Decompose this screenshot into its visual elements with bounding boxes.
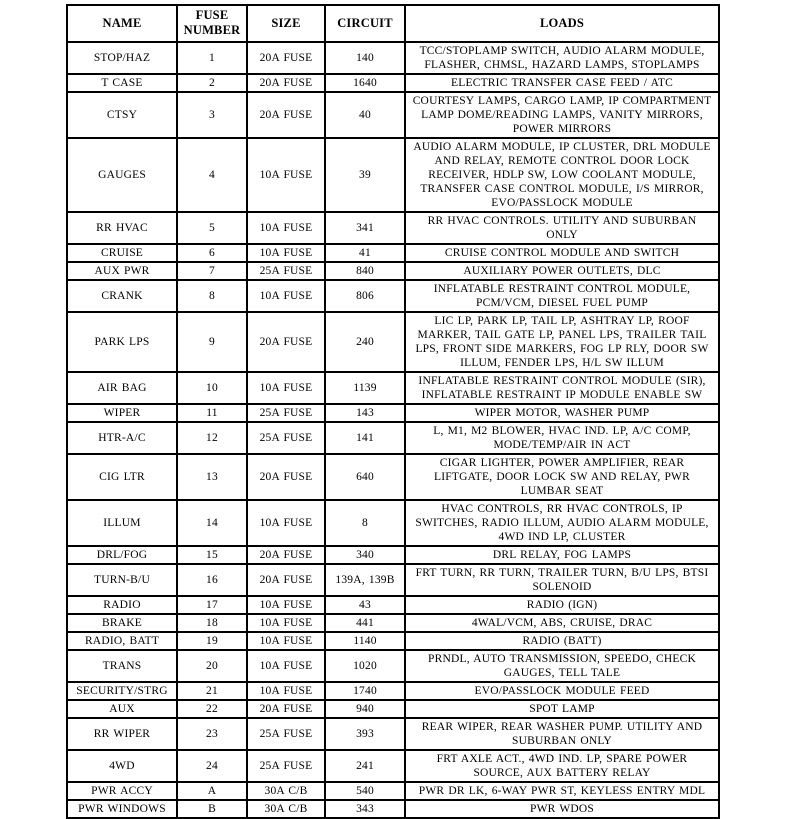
cell-fuse: 22 <box>177 700 247 718</box>
table-row <box>67 700 719 718</box>
table-row <box>67 750 719 782</box>
cell-circuit: 43 <box>325 596 405 614</box>
column-header-size: SIZE <box>247 5 325 42</box>
cell-loads: RADIO (BATT) <box>405 632 719 650</box>
cell-name: 4WD <box>67 750 177 782</box>
cell-circuit: 640 <box>325 454 405 500</box>
cell-loads: COURTESY LAMPS, CARGO LAMP, IP COMPARTMENT LAMP DOME/READING LAMPS, VANITY MIRRORS, POWER MIRRORS <box>405 92 719 138</box>
table-row <box>67 244 719 262</box>
table-row <box>67 404 719 422</box>
fuse-table-body <box>67 42 719 819</box>
cell-fuse: 23 <box>177 718 247 750</box>
cell-name: SECURITY/STRG <box>67 682 177 700</box>
cell-loads: FRT AXLE ACT., 4WD IND. LP, SPARE POWER SOURCE, AUX BATTERY RELAY <box>405 750 719 782</box>
cell-name: DRL/FOG <box>67 546 177 564</box>
cell-size: 20A FUSE <box>247 42 325 74</box>
cell-size: 10A FUSE <box>247 500 325 546</box>
cell-fuse: 15 <box>177 546 247 564</box>
cell-loads: RR HVAC CONTROLS. UTILITY AND SUBURBAN ONLY <box>405 212 719 244</box>
cell-size: 20A FUSE <box>247 312 325 372</box>
cell-circuit: 1020 <box>325 650 405 682</box>
cell-fuse: 5 <box>177 212 247 244</box>
cell-fuse: 20 <box>177 650 247 682</box>
cell-fuse: 12 <box>177 422 247 454</box>
cell-fuse: 16 <box>177 564 247 596</box>
cell-size: 25A FUSE <box>247 750 325 782</box>
cell-loads: PWR WDOS <box>405 800 719 818</box>
cell-name: GAUGES <box>67 138 177 212</box>
table-row <box>67 782 719 800</box>
cell-circuit: 441 <box>325 614 405 632</box>
table-row <box>67 312 719 372</box>
cell-name: WIPER <box>67 404 177 422</box>
cell-fuse: A <box>177 782 247 800</box>
cell-size: 10A FUSE <box>247 632 325 650</box>
cell-name: CIG LTR <box>67 454 177 500</box>
cell-size: 20A FUSE <box>247 564 325 596</box>
cell-fuse: 17 <box>177 596 247 614</box>
table-row <box>67 280 719 312</box>
cell-size: 10A FUSE <box>247 614 325 632</box>
cell-loads: FRT TURN, RR TURN, TRAILER TURN, B/U LPS, BTSI SOLENOID <box>405 564 719 596</box>
cell-size: 10A FUSE <box>247 244 325 262</box>
cell-name: TURN-B/U <box>67 564 177 596</box>
cell-name: CTSY <box>67 92 177 138</box>
table-row <box>67 212 719 244</box>
column-header-fuse: FUSE NUMBER <box>177 5 247 42</box>
header-row <box>67 5 719 42</box>
cell-circuit: 39 <box>325 138 405 212</box>
table-row <box>67 614 719 632</box>
cell-circuit: 840 <box>325 262 405 280</box>
table-row <box>67 682 719 700</box>
column-header-circuit: CIRCUIT <box>325 5 405 42</box>
cell-loads: L, M1, M2 BLOWER, HVAC IND. LP, A/C COMP, MODE/TEMP/AIR IN ACT <box>405 422 719 454</box>
cell-loads: PWR DR LK, 6-WAY PWR ST, KEYLESS ENTRY MDL <box>405 782 719 800</box>
cell-circuit: 143 <box>325 404 405 422</box>
cell-fuse: 24 <box>177 750 247 782</box>
table-row <box>67 546 719 564</box>
cell-circuit: 41 <box>325 244 405 262</box>
cell-circuit: 1140 <box>325 632 405 650</box>
table-row <box>67 632 719 650</box>
cell-size: 30A C/B <box>247 800 325 818</box>
table-row <box>67 718 719 750</box>
cell-fuse: 9 <box>177 312 247 372</box>
cell-name: CRUISE <box>67 244 177 262</box>
table-row <box>67 650 719 682</box>
column-header-name: NAME <box>67 5 177 42</box>
cell-fuse: B <box>177 800 247 818</box>
table-row <box>67 500 719 546</box>
cell-name: RADIO <box>67 596 177 614</box>
cell-fuse: 10 <box>177 372 247 404</box>
cell-fuse: 1 <box>177 42 247 74</box>
cell-fuse: 14 <box>177 500 247 546</box>
cell-fuse: 3 <box>177 92 247 138</box>
table-row <box>67 74 719 92</box>
cell-name: AUX PWR <box>67 262 177 280</box>
table-row <box>67 454 719 500</box>
cell-circuit: 340 <box>325 546 405 564</box>
cell-loads: ELECTRIC TRANSFER CASE FEED / ATC <box>405 74 719 92</box>
cell-fuse: 19 <box>177 632 247 650</box>
cell-circuit: 240 <box>325 312 405 372</box>
cell-fuse: 18 <box>177 614 247 632</box>
cell-loads: DRL RELAY, FOG LAMPS <box>405 546 719 564</box>
cell-circuit: 141 <box>325 422 405 454</box>
cell-name: RR HVAC <box>67 212 177 244</box>
cell-size: 20A FUSE <box>247 700 325 718</box>
table-row <box>67 42 719 74</box>
cell-size: 20A FUSE <box>247 92 325 138</box>
cell-loads: EVO/PASSLOCK MODULE FEED <box>405 682 719 700</box>
cell-name: ILLUM <box>67 500 177 546</box>
cell-size: 20A FUSE <box>247 74 325 92</box>
cell-loads: LIC LP, PARK LP, TAIL LP, ASHTRAY LP, ROOF MARKER, TAIL GATE LP, PANEL LPS, TRAILER TAIL LPS, FRONT SIDE MARKERS, FOG LP RLY, DOOR SW ILLUM, FENDER LPS, H/L SW ILLUM <box>405 312 719 372</box>
cell-fuse: 11 <box>177 404 247 422</box>
cell-fuse: 4 <box>177 138 247 212</box>
cell-loads: WIPER MOTOR, WASHER PUMP <box>405 404 719 422</box>
cell-loads: 4WAL/VCM, ABS, CRUISE, DRAC <box>405 614 719 632</box>
column-header-loads: LOADS <box>405 5 719 42</box>
cell-name: HTR-A/C <box>67 422 177 454</box>
cell-loads: SPOT LAMP <box>405 700 719 718</box>
table-row <box>67 92 719 138</box>
cell-loads: CRUISE CONTROL MODULE AND SWITCH <box>405 244 719 262</box>
cell-size: 25A FUSE <box>247 262 325 280</box>
cell-size: 25A FUSE <box>247 422 325 454</box>
cell-circuit: 139A, 139B <box>325 564 405 596</box>
cell-loads: REAR WIPER, REAR WASHER PUMP. UTILITY AND SUBURBAN ONLY <box>405 718 719 750</box>
cell-size: 20A FUSE <box>247 454 325 500</box>
table-row <box>67 372 719 404</box>
cell-circuit: 806 <box>325 280 405 312</box>
cell-size: 10A FUSE <box>247 372 325 404</box>
cell-name: RR WIPER <box>67 718 177 750</box>
cell-size: 10A FUSE <box>247 280 325 312</box>
cell-size: 30A C/B <box>247 782 325 800</box>
cell-loads: AUXILIARY POWER OUTLETS, DLC <box>405 262 719 280</box>
table-row <box>67 262 719 280</box>
cell-loads: INFLATABLE RESTRAINT CONTROL MODULE (SIR), INFLATABLE RESTRAINT IP MODULE ENABLE SW <box>405 372 719 404</box>
cell-fuse: 21 <box>177 682 247 700</box>
cell-loads: HVAC CONTROLS, RR HVAC CONTROLS, IP SWITCHES, RADIO ILLUM, AUDIO ALARM MODULE, 4WD IND LP, CLUSTER <box>405 500 719 546</box>
cell-name: TRANS <box>67 650 177 682</box>
cell-fuse: 6 <box>177 244 247 262</box>
cell-circuit: 393 <box>325 718 405 750</box>
table-row <box>67 800 719 818</box>
cell-name: PWR ACCY <box>67 782 177 800</box>
fuse-block-table <box>66 4 720 819</box>
cell-circuit: 341 <box>325 212 405 244</box>
table-row <box>67 564 719 596</box>
cell-name: AUX <box>67 700 177 718</box>
cell-fuse: 7 <box>177 262 247 280</box>
cell-circuit: 940 <box>325 700 405 718</box>
cell-size: 10A FUSE <box>247 682 325 700</box>
cell-circuit: 1640 <box>325 74 405 92</box>
cell-circuit: 140 <box>325 42 405 74</box>
cell-fuse: 2 <box>177 74 247 92</box>
cell-circuit: 1139 <box>325 372 405 404</box>
cell-name: RADIO, BATT <box>67 632 177 650</box>
cell-loads: TCC/STOPLAMP SWITCH, AUDIO ALARM MODULE, FLASHER, CHMSL, HAZARD LAMPS, STOPLAMPS <box>405 42 719 74</box>
cell-name: PARK LPS <box>67 312 177 372</box>
cell-loads: AUDIO ALARM MODULE, IP CLUSTER, DRL MODULE AND RELAY, REMOTE CONTROL DOOR LOCK RECEIVER, HDLP SW, LOW COOLANT MODULE, TRANSFER CASE CONTROL MODULE, I/S MIRROR, EVO/PASSLOCK MODULE <box>405 138 719 212</box>
cell-circuit: 343 <box>325 800 405 818</box>
table-row <box>67 138 719 212</box>
table-row <box>67 596 719 614</box>
cell-circuit: 8 <box>325 500 405 546</box>
cell-loads: INFLATABLE RESTRAINT CONTROL MODULE, PCM/VCM, DIESEL FUEL PUMP <box>405 280 719 312</box>
cell-circuit: 540 <box>325 782 405 800</box>
cell-name: CRANK <box>67 280 177 312</box>
cell-circuit: 40 <box>325 92 405 138</box>
table-row <box>67 422 719 454</box>
cell-size: 10A FUSE <box>247 212 325 244</box>
cell-size: 25A FUSE <box>247 718 325 750</box>
table-header <box>67 5 719 42</box>
cell-size: 10A FUSE <box>247 650 325 682</box>
cell-circuit: 1740 <box>325 682 405 700</box>
cell-size: 25A FUSE <box>247 404 325 422</box>
cell-name: PWR WINDOWS <box>67 800 177 818</box>
cell-name: BRAKE <box>67 614 177 632</box>
cell-loads: CIGAR LIGHTER, POWER AMPLIFIER, REAR LIFTGATE, DOOR LOCK SW AND RELAY, PWR LUMBAR SEAT <box>405 454 719 500</box>
cell-loads: PRNDL, AUTO TRANSMISSION, SPEEDO, CHECK GAUGES, TELL TALE <box>405 650 719 682</box>
cell-circuit: 241 <box>325 750 405 782</box>
cell-size: 10A FUSE <box>247 596 325 614</box>
cell-name: T CASE <box>67 74 177 92</box>
cell-fuse: 13 <box>177 454 247 500</box>
cell-fuse: 8 <box>177 280 247 312</box>
cell-size: 20A FUSE <box>247 546 325 564</box>
cell-loads: RADIO (IGN) <box>405 596 719 614</box>
cell-name: STOP/HAZ <box>67 42 177 74</box>
cell-name: AIR BAG <box>67 372 177 404</box>
cell-size: 10A FUSE <box>247 138 325 212</box>
